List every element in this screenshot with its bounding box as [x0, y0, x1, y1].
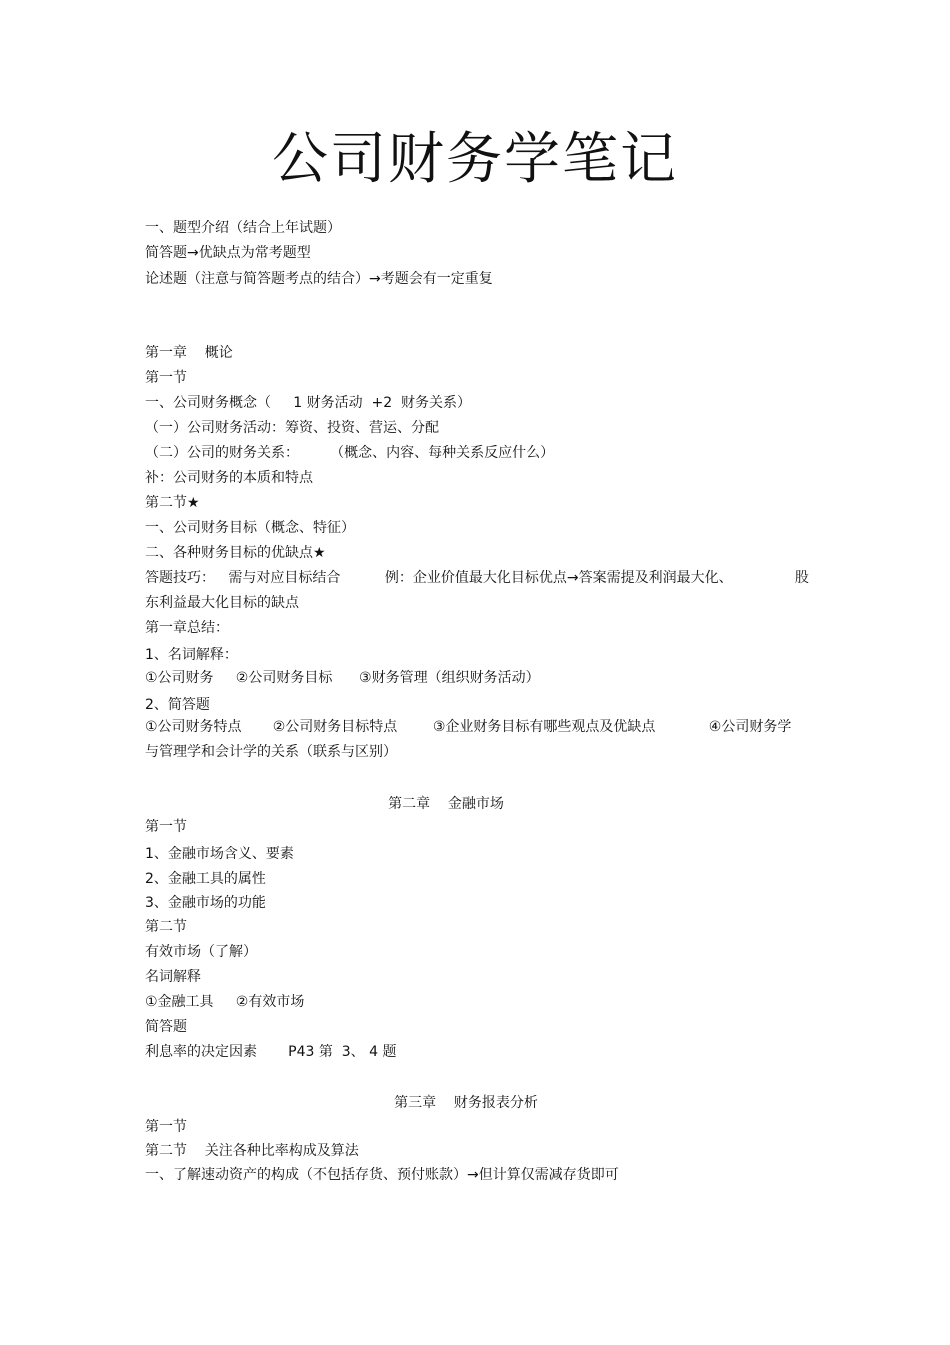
- chapter2-line: 名词解释: [145, 969, 201, 985]
- chapter1-line: 一、公司财务概念（ 1 财务活动 +2 财务关系）: [145, 395, 472, 411]
- chapter2-line: 第二节: [145, 919, 187, 935]
- chapter3-heading: 第三章 财务报表分析: [394, 1095, 538, 1111]
- chapter1-line: 二、各种财务目标的优缺点★: [145, 545, 326, 561]
- chapter2-line: 利息率的决定因素 P43 第 3、 4 题: [145, 1044, 397, 1060]
- chapter1-line: 第二节★: [145, 495, 200, 511]
- chapter2-line: 第一节: [145, 819, 187, 835]
- chapter1-line: 1、名词解释：: [145, 647, 238, 663]
- chapter1-line: （二）公司的财务关系： （概念、内容、每种关系反应什么）: [145, 445, 555, 461]
- chapter2-heading: 第二章 金融市场: [388, 796, 504, 812]
- chapter3-line: 第一节: [145, 1119, 187, 1135]
- chapter2-line: 2、金融工具的属性: [145, 871, 266, 887]
- document-title: 公司财务学笔记: [272, 127, 678, 192]
- chapter1-line: 答题技巧： 需与对应目标结合 例：企业价值最大化目标优点→答案需提及利润最大化、 股: [145, 570, 809, 586]
- intro-line-2: 简答题→优缺点为常考题型: [145, 245, 311, 261]
- chapter2-line: 1、金融市场含义、要素: [145, 846, 294, 862]
- chapter1-line: 第一节: [145, 370, 187, 386]
- chapter1-line: 补：公司财务的本质和特点: [145, 470, 313, 486]
- chapter1-heading: 第一章 概论: [145, 345, 233, 361]
- chapter1-line: 东利益最大化目标的缺点: [145, 595, 299, 611]
- chapter3-line: 一、了解速动资产的构成（不包括存货、预付账款）→但计算仅需减存货即可: [145, 1167, 619, 1183]
- chapter2-line: 简答题: [145, 1019, 187, 1035]
- chapter1-line: ①公司财务 ②公司财务目标 ③财务管理（组织财务活动）: [145, 670, 540, 686]
- chapter1-line: 第一章总结：: [145, 620, 229, 636]
- intro-line-1: 一、题型介绍（结合上年试题）: [145, 220, 341, 236]
- chapter1-line: ①公司财务特点 ②公司财务目标特点 ③企业财务目标有哪些观点及优缺点 ④公司财务学: [145, 719, 792, 735]
- chapter1-line: （一）公司财务活动：筹资、投资、营运、分配: [145, 420, 439, 436]
- chapter2-line: ①金融工具 ②有效市场: [145, 994, 305, 1010]
- chapter2-line: 3、金融市场的功能: [145, 895, 266, 911]
- chapter1-line: 2、简答题: [145, 697, 210, 713]
- intro-line-3: 论述题（注意与简答题考点的结合）→考题会有一定重复: [145, 271, 493, 287]
- chapter1-line: 与管理学和会计学的关系（联系与区别）: [145, 744, 397, 760]
- chapter1-line: 一、公司财务目标（概念、特征）: [145, 520, 355, 536]
- chapter2-line: 有效市场（了解）: [145, 944, 257, 960]
- chapter3-line: 第二节 关注各种比率构成及算法: [145, 1143, 359, 1159]
